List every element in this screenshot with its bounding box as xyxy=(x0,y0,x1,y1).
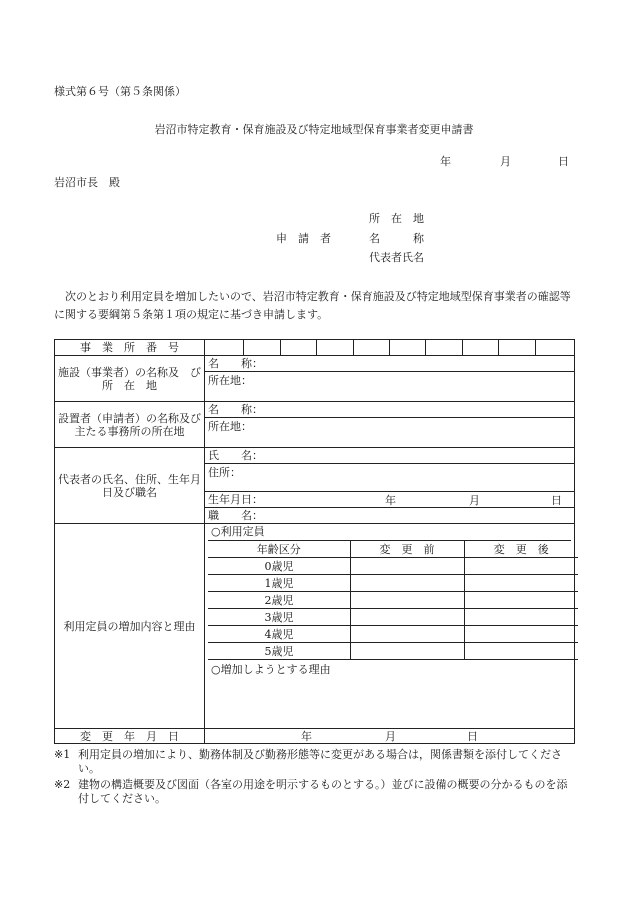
office-number-label: 事 業 所 番 号 xyxy=(55,340,205,356)
rep-address-field[interactable]: 住所： xyxy=(205,464,575,492)
birthdate-label: 生年月日： xyxy=(208,493,263,506)
date-day: 日 xyxy=(558,155,569,168)
reason-area[interactable] xyxy=(208,660,571,728)
rep-birthdate-field[interactable] xyxy=(205,492,575,508)
office-number-field[interactable] xyxy=(205,340,575,356)
rep-job-field[interactable]: 職 名： xyxy=(205,508,575,524)
applicant-label: 申 請 者 xyxy=(276,232,331,245)
date-month: 月 xyxy=(500,155,511,168)
capacity-title: ○利用定員 xyxy=(208,524,571,541)
founder-name-field[interactable]: 名 称： xyxy=(205,402,575,418)
addressee: 岩沼市長 殿 xyxy=(54,176,120,189)
before-5-input[interactable] xyxy=(350,643,464,660)
note-2-text: 建物の構造概要及び図面（各室の用途を明示するものとする。）並びに設備の概要の分かるものを添付してください。 xyxy=(78,778,568,805)
birth-day-label: 日 xyxy=(551,494,562,507)
after-header: 変 更 後 xyxy=(464,541,578,558)
facility-address-field[interactable]: 所在地： xyxy=(205,372,575,402)
after-0-input[interactable] xyxy=(464,558,578,575)
application-table xyxy=(54,339,575,744)
note-2-mark: ※2 xyxy=(54,778,71,791)
before-3-input[interactable] xyxy=(350,609,464,626)
rep-name-field[interactable]: 氏 名： xyxy=(205,448,575,464)
capacity-row xyxy=(208,575,578,592)
note-1 xyxy=(54,748,574,776)
before-4-input[interactable] xyxy=(350,626,464,643)
capacity-row xyxy=(208,643,578,660)
age-header: 年齢区分 xyxy=(208,541,350,558)
after-5-input[interactable] xyxy=(464,643,578,660)
note-1-text: 利用定員の増加により、勤務体制及び勤務形態等に変更がある場合は，関係書類を添付してください。 xyxy=(78,748,562,775)
applicant-rep-label: 代表者氏名 xyxy=(369,251,424,264)
before-1-input[interactable] xyxy=(350,575,464,592)
note-2 xyxy=(54,778,574,806)
representative-label: 代表者の氏名、住所、生年月日及び職名 xyxy=(55,448,205,524)
facility-label: 施設（事業者）の名称及 び 所 在 地 xyxy=(55,356,205,402)
office-number-cells xyxy=(208,340,571,355)
form-number: 様式第６号（第５条関係） xyxy=(54,85,186,98)
capacity-section xyxy=(205,524,575,729)
founder-label: 設置者（申請者）の名称及び主たる事務所の所在地 xyxy=(55,402,205,448)
capacity-table xyxy=(208,541,578,660)
capacity-row xyxy=(208,558,578,575)
capacity-label: 利用定員の増加内容と理由 xyxy=(55,524,205,729)
before-2-input[interactable] xyxy=(350,592,464,609)
facility-name-field[interactable]: 名 称： xyxy=(205,356,575,372)
capacity-row xyxy=(208,609,578,626)
age-4: 4歳児 xyxy=(208,626,350,643)
age-1: 1歳児 xyxy=(208,575,350,592)
after-1-input[interactable] xyxy=(464,575,578,592)
change-year-label: 年 xyxy=(301,730,312,743)
birth-year-label: 年 xyxy=(385,494,396,507)
founder-address-field[interactable]: 所在地： xyxy=(205,418,575,448)
capacity-row xyxy=(208,592,578,609)
change-date-label: 変 更 年 月 日 xyxy=(55,729,205,744)
before-header: 変 更 前 xyxy=(350,541,464,558)
notes xyxy=(54,748,574,806)
applicant-location-label: 所 在 地 xyxy=(369,212,424,225)
age-0: 0歳児 xyxy=(208,558,350,575)
after-2-input[interactable] xyxy=(464,592,578,609)
capacity-row xyxy=(208,626,578,643)
birth-month-label: 月 xyxy=(469,494,480,507)
note-1-mark: ※1 xyxy=(54,748,71,761)
change-month-label: 月 xyxy=(385,730,396,743)
after-3-input[interactable] xyxy=(464,609,578,626)
age-3: 3歳児 xyxy=(208,609,350,626)
age-5: 5歳児 xyxy=(208,643,350,660)
date-year: 年 xyxy=(440,155,451,168)
after-4-input[interactable] xyxy=(464,626,578,643)
applicant-name-label: 名 称 xyxy=(369,232,424,245)
change-day-label: 日 xyxy=(467,730,478,743)
before-0-input[interactable] xyxy=(350,558,464,575)
reason-title: ○増加しようとする理由 xyxy=(211,663,331,676)
intro-text: 次のとおり利用定員を増加したいので、岩沼市特定教育・保育施設及び特定地域型保育事業者の確認等に関する要綱第５条第１項の規定に基づき申請します。 xyxy=(54,290,571,321)
change-date-field[interactable] xyxy=(205,729,575,744)
document-title: 岩沼市特定教育・保育施設及び特定地域型保育事業者変更申請書 xyxy=(154,123,474,136)
age-2: 2歳児 xyxy=(208,592,350,609)
